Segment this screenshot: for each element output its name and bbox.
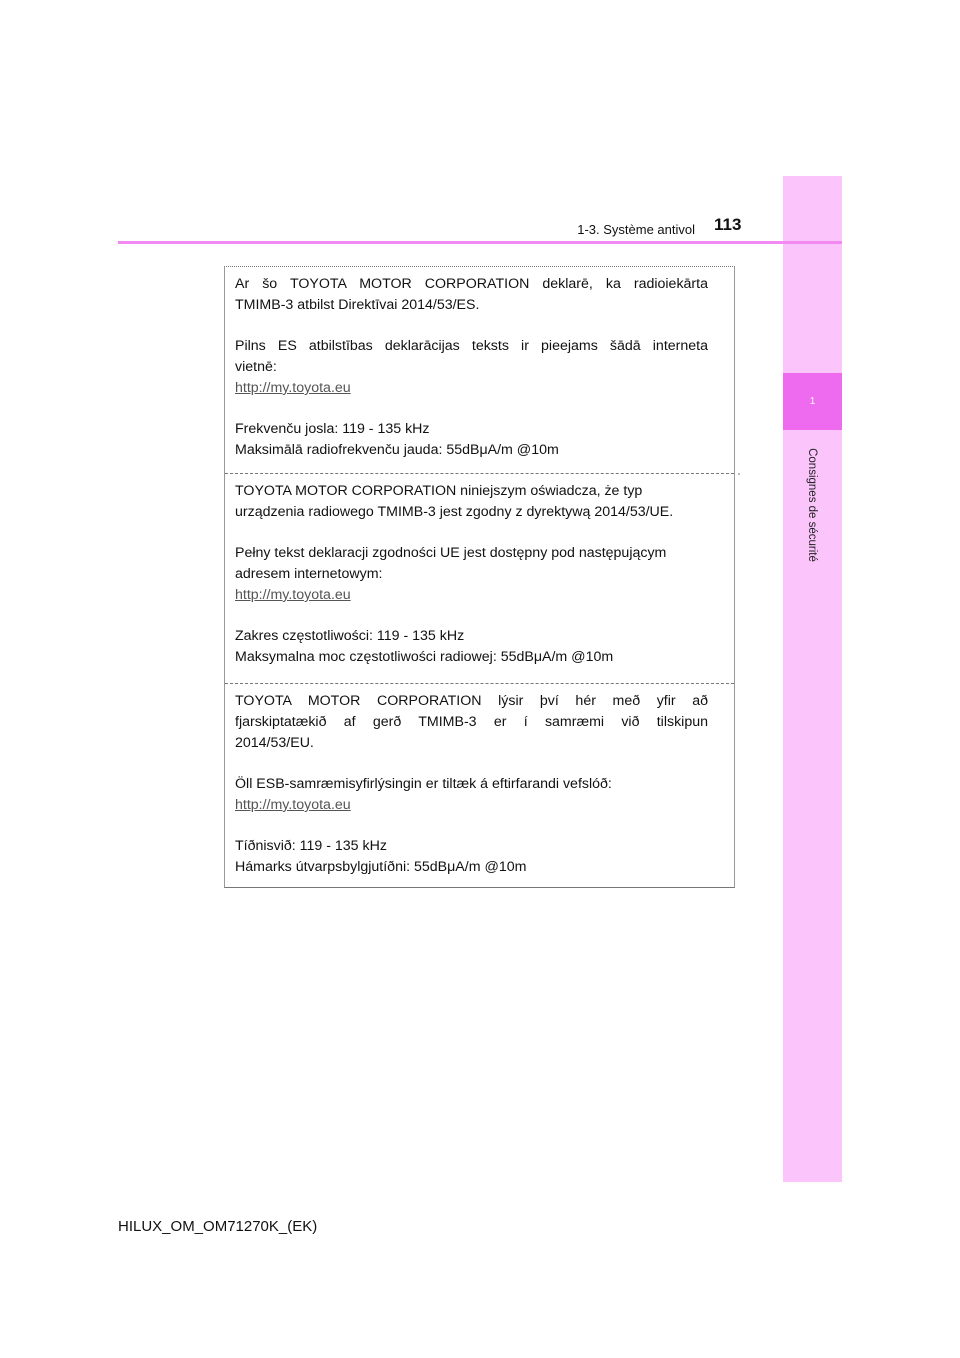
margin-mark (738, 473, 740, 475)
text-line: TOYOTA MOTOR CORPORATION niniejszym oświadcza, że typ (235, 483, 643, 499)
page-number: 113 (714, 215, 742, 234)
text-line: fjarskiptatækið af gerð TMIMB-3 er í samræmi við tilskipun (235, 714, 708, 730)
text-line: Zakres częstotliwości: 119 - 135 kHz (235, 628, 465, 644)
declaration-icelandic (225, 683, 734, 888)
toyota-url-link[interactable]: http://my.toyota.eu (235, 380, 351, 396)
text-line: Tíðnisvið: 119 - 135 kHz (235, 838, 387, 854)
text-line: Ar šo TOYOTA MOTOR CORPORATION deklarē, ka radioiekārta (235, 276, 708, 292)
text-line: Öll ESB-samræmisyfirlýsingin er tiltæk á eftirfarandi vefslóð: (235, 776, 612, 792)
text-line: Pełny tekst deklaracji zgodności UE jest dostępny pod następującym (235, 545, 667, 561)
declaration-latvian (225, 267, 734, 473)
text-line: Pilns ES atbilstības deklarācijas teksts ir pieejams šādā interneta (235, 338, 708, 354)
text-line: Maksymalna moc częstotliwości radiowej: 55dBμA/m @10m (235, 649, 614, 665)
toyota-url-link[interactable]: http://my.toyota.eu (235, 587, 351, 603)
chapter-title: Consignes de sécurité (806, 448, 818, 562)
text-line: vietnē: (235, 359, 277, 375)
text-line: Maksimālā radiofrekvenču jauda: 55dBμA/m @10m (235, 442, 559, 458)
section-label: 1-3. Système antivol (577, 222, 695, 237)
text-line: TOYOTA MOTOR CORPORATION lýsir því hér með yfir að (235, 693, 708, 709)
toyota-url-link[interactable]: http://my.toyota.eu (235, 797, 351, 813)
text-line: Frekvenču josla: 119 - 135 kHz (235, 421, 430, 437)
text-line: Hámarks útvarpsbylgjutíðni: 55dBμA/m @10m (235, 859, 527, 875)
text-line: TMIMB-3 atbilst Direktīvai 2014/53/ES. (235, 297, 480, 313)
document-id-footer: HILUX_OM_OM71270K_(EK) (118, 1218, 318, 1235)
text-line: urządzenia radiowego TMIMB-3 jest zgodny z dyrektywą 2014/53/UE. (235, 504, 674, 520)
url-line (235, 378, 708, 399)
url-line (235, 585, 708, 606)
declaration-polish (225, 473, 734, 683)
text-line: 2014/53/EU. (235, 735, 314, 751)
chapter-number: 1 (809, 396, 816, 407)
header-divider (118, 241, 842, 244)
url-line (235, 795, 708, 816)
declaration-box (224, 266, 735, 888)
text-line: adresem internetowym: (235, 566, 383, 582)
chapter-side-tab (783, 176, 842, 1182)
